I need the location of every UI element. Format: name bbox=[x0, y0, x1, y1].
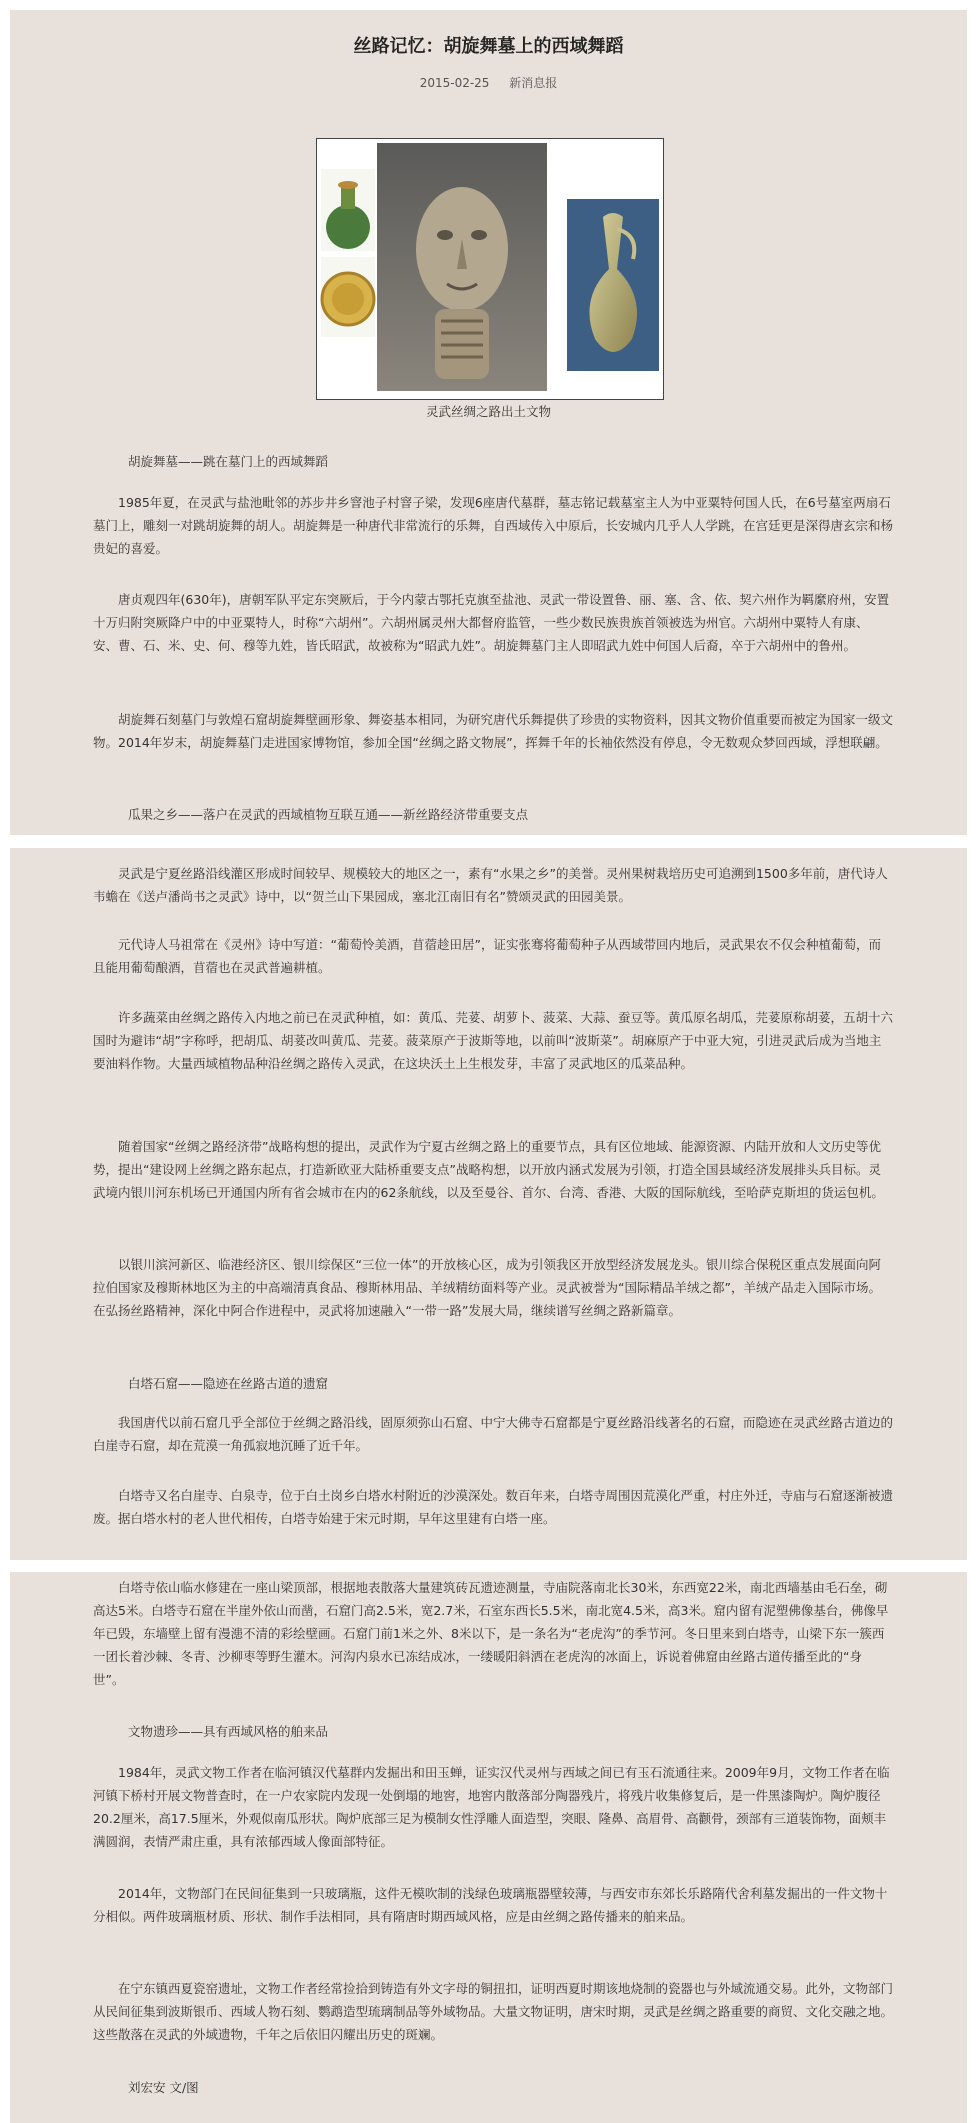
photo-caption: 灵武丝绸之路出土文物 bbox=[425, 404, 551, 419]
paragraph: 唐贞观四年(630年)，唐朝军队平定东突厥后，于今内蒙古鄂托克旗至盐池、灵武一带设置鲁、丽、塞、含、依、契六州作为羁縻府州，安置十万归附突厥降户中的中亚粟特人，时称“六胡州”。六胡州属灵州大都督府监管，一些少数民族贵族首领被选为州官。六胡州中粟特人有康、安、曹、石、米、史、何、穆等九姓，皆氏昭武，故被称为“昭武九姓”。胡旋舞墓门主人即昭武九姓中何国人后裔，卒于六胡州中的鲁州。 bbox=[93, 592, 890, 653]
publish-date: 2015-02-25 bbox=[419, 76, 490, 90]
section-heading-relics: 文物遗珍——具有西域风格的舶来品 bbox=[128, 1724, 329, 1739]
paragraph: 白塔寺依山临水修建在一座山梁顶部，根据地表散落大量建筑砖瓦遗迹测量，寺庙院落南北长30米，东西宽22米，南北西墙基由毛石垒，砌高达5米。白塔寺石窟在半崖外依山而凿，石窟门高2.5米，宽2.7米，石室东西长5.5米，南北宽4.5米，高3米。窟内留有泥塑佛像基台，佛像早年已毁，东墙壁上留有漫漶不清的彩绘壁画。石窟门前1米之外、8米以下，是一条名为“老虎沟”的季节河。冬日里来到白塔寺，山梁下东一簇西一团长着沙棘、冬青、沙柳枣等野生灌木。河沟内泉水已冻结成冰，一缕暖阳斜洒在老虎沟的冰面上，诉说着佛窟由丝路古道传播至此的“身世”。 bbox=[93, 1580, 889, 1687]
article-title: 丝路记忆：胡旋舞墓上的西域舞蹈 bbox=[353, 36, 624, 57]
paragraph: 1985年夏，在灵武与盐池毗邻的苏步井乡窨池子村窨子梁，发现6座唐代墓群，墓志铭记载墓室主人为中亚粟特何国人氏，在6号墓室两扇石墓门上，雕刻一对跳胡旋舞的胡人。胡旋舞是一种唐代非常流行的乐舞，自西域传入中原后，长安城内几乎人人学跳，在宫廷更是深得唐玄宗和杨贵妃的喜爱。 bbox=[93, 495, 894, 556]
paragraph: 1984年，灵武文物工作者在临河镇汉代墓群内发掘出和田玉蝉，证实汉代灵州与西域之间已有玉石流通往来。2009年9月，文物工作者在临河镇下桥村开展文物普查时，在一户农家院内发现一处倒塌的地窖，地窖内散落部分陶器残片，将残片收集修复后，是一件黑漆陶炉。陶炉腹径20.2厘米，高17.5厘米，外观似南瓜形状。陶炉底部三足为模制女性浮雕人面造型，突眼、隆鼻、高眉骨、高颧骨，颈部有三道装饰物，面颊丰满圆润，表情严肃庄重，具有浓郁西域人像面部特征。 bbox=[93, 1765, 890, 1849]
article-panel-2 bbox=[10, 848, 967, 1560]
artifact-photo-image bbox=[317, 139, 663, 399]
section-heading-hu-xuan-dance: 胡旋舞墓——跳在墓门上的西域舞蹈 bbox=[128, 454, 329, 469]
article-meta bbox=[10, 74, 967, 91]
paragraph: 在宁东镇西夏瓷窑遗址，文物工作者经常捡拾到铸造有外文字母的铜扭扣，证明西夏时期该地烧制的瓷器也与外域流通交易。此外，文物部门从民间征集到波斯银币、西域人物石刻、鹦鹉造型琉璃制品等外域物品。大量文物证明，唐宋时期，灵武是丝绸之路重要的商贸、文化交融之地。这些散落在灵武的外域遗物，千年之后依旧闪耀出历史的斑斓。 bbox=[93, 1981, 894, 2042]
section-heading-baita-grotto: 白塔石窟——隐迹在丝路古道的遗窟 bbox=[128, 1376, 329, 1391]
artifact-photo bbox=[316, 138, 664, 400]
paragraph: 胡旋舞石刻墓门与敦煌石窟胡旋舞壁画形象、舞姿基本相同，为研究唐代乐舞提供了珍贵的实物资料，因其文物价值重要而被定为国家一级文物。2014年岁末，胡旋舞墓门走进国家博物馆，参加全国“丝绸之路文物展”，挥舞千年的长袖依然没有停息，令无数观众梦回西域，浮想联翩。 bbox=[93, 712, 894, 750]
article-panel-3 bbox=[10, 1572, 967, 2123]
paragraph: 灵武是宁夏丝路沿线灌区形成时间较早、规模较大的地区之一，素有“水果之乡”的美誉。灵州果树栽培历史可追溯到1500多年前，唐代诗人韦蟾在《送卢潘尚书之灵武》诗中，以“贺兰山下果园成，塞北江南旧有名”赞颂灵武的田园美景。 bbox=[93, 866, 888, 904]
paragraph: 白塔寺又名白崖寺、白泉寺，位于白土岗乡白塔水村附近的沙漠深处。数百年来，白塔寺周围因荒漠化严重，村庄外迁，寺庙与石窟逐渐被遗废。据白塔水村的老人世代相传，白塔寺始建于宋元时期，早年这里建有白塔一座。 bbox=[93, 1488, 894, 1526]
paragraph: 我国唐代以前石窟几乎全部位于丝绸之路沿线，固原须弥山石窟、中宁大佛寺石窟都是宁夏丝路沿线著名的石窟，而隐迹在灵武丝路古道边的白崖寺石窟，却在荒漠一角孤寂地沉睡了近千年。 bbox=[93, 1415, 894, 1453]
paragraph: 许多蔬菜由丝绸之路传入内地之前已在灵武种植，如：黄瓜、芫荽、胡萝卜、菠菜、大蒜、蚕豆等。黄瓜原名胡瓜，芫荽原称胡荽，五胡十六国时为避讳“胡”字称呼，把胡瓜、胡荽改叫黄瓜、芫荽。菠菜原产于波斯等地，以前叫“波斯菜”。胡麻原产于中亚大宛，引进灵武后成为当地主要油料作物。大量西域植物品种沿丝绸之路传入灵武，在这块沃土上生根发芽，丰富了灵武地区的瓜菜品种。 bbox=[93, 1010, 894, 1071]
paragraph: 随着国家“丝绸之路经济带”战略构想的提出，灵武作为宁夏古丝绸之路上的重要节点，具有区位地域、能源资源、内陆开放和人文历史等优势，提出“建设网上丝绸之路东起点，打造新欧亚大陆桥重要支点”战略构想，以开放内涵式发展为引领，打造全国县域经济发展排头兵目标。灵武境内银川河东机场已开通国内所有省会城市在内的62条航线，以及至曼谷、首尔、台湾、香港、大阪的国际航线，至哈萨克斯坦的货运包机。 bbox=[93, 1139, 884, 1200]
paragraph: 元代诗人马祖常在《灵州》诗中写道：“葡萄怜美酒，苜蓿趁田居”，证实张骞将葡萄种子从西域带回内地后，灵武果农不仅会种植葡萄，而且能用葡萄酿酒，苜蓿也在灵武普遍耕植。 bbox=[93, 937, 881, 975]
paragraph: 2014年，文物部门在民间征集到一只玻璃瓶，这件无模吹制的浅绿色玻璃瓶器壁较薄，与西安市东郊长乐路隋代舍利墓发掘出的一件文物十分相似。两件玻璃瓶材质、形状、制作手法相同，具有隋唐时期西域风格，应是由丝绸之路传播来的舶来品。 bbox=[93, 1886, 888, 1924]
news-source: 新消息报 bbox=[509, 76, 558, 90]
article-panel-1 bbox=[10, 10, 967, 835]
section-heading-fruit-hometown: 瓜果之乡——落户在灵武的西域植物互联互通——新丝路经济带重要支点 bbox=[128, 807, 529, 822]
author-credit: 刘宏安 文/图 bbox=[128, 2080, 199, 2095]
paragraph: 以银川滨河新区、临港经济区、银川综保区“三位一体”的开放核心区，成为引领我区开放型经济发展龙头。银川综合保税区重点发展面向阿拉伯国家及穆斯林地区为主的中高端清真食品、穆斯林用品、羊绒精纺面料等产业。灵武被誉为“国际精品羊绒之都”，羊绒产品走入国际市场。在弘扬丝路精神，深化中阿合作进程中，灵武将加速融入“一带一路”发展大局，继续谱写丝绸之路新篇章。 bbox=[93, 1257, 881, 1318]
